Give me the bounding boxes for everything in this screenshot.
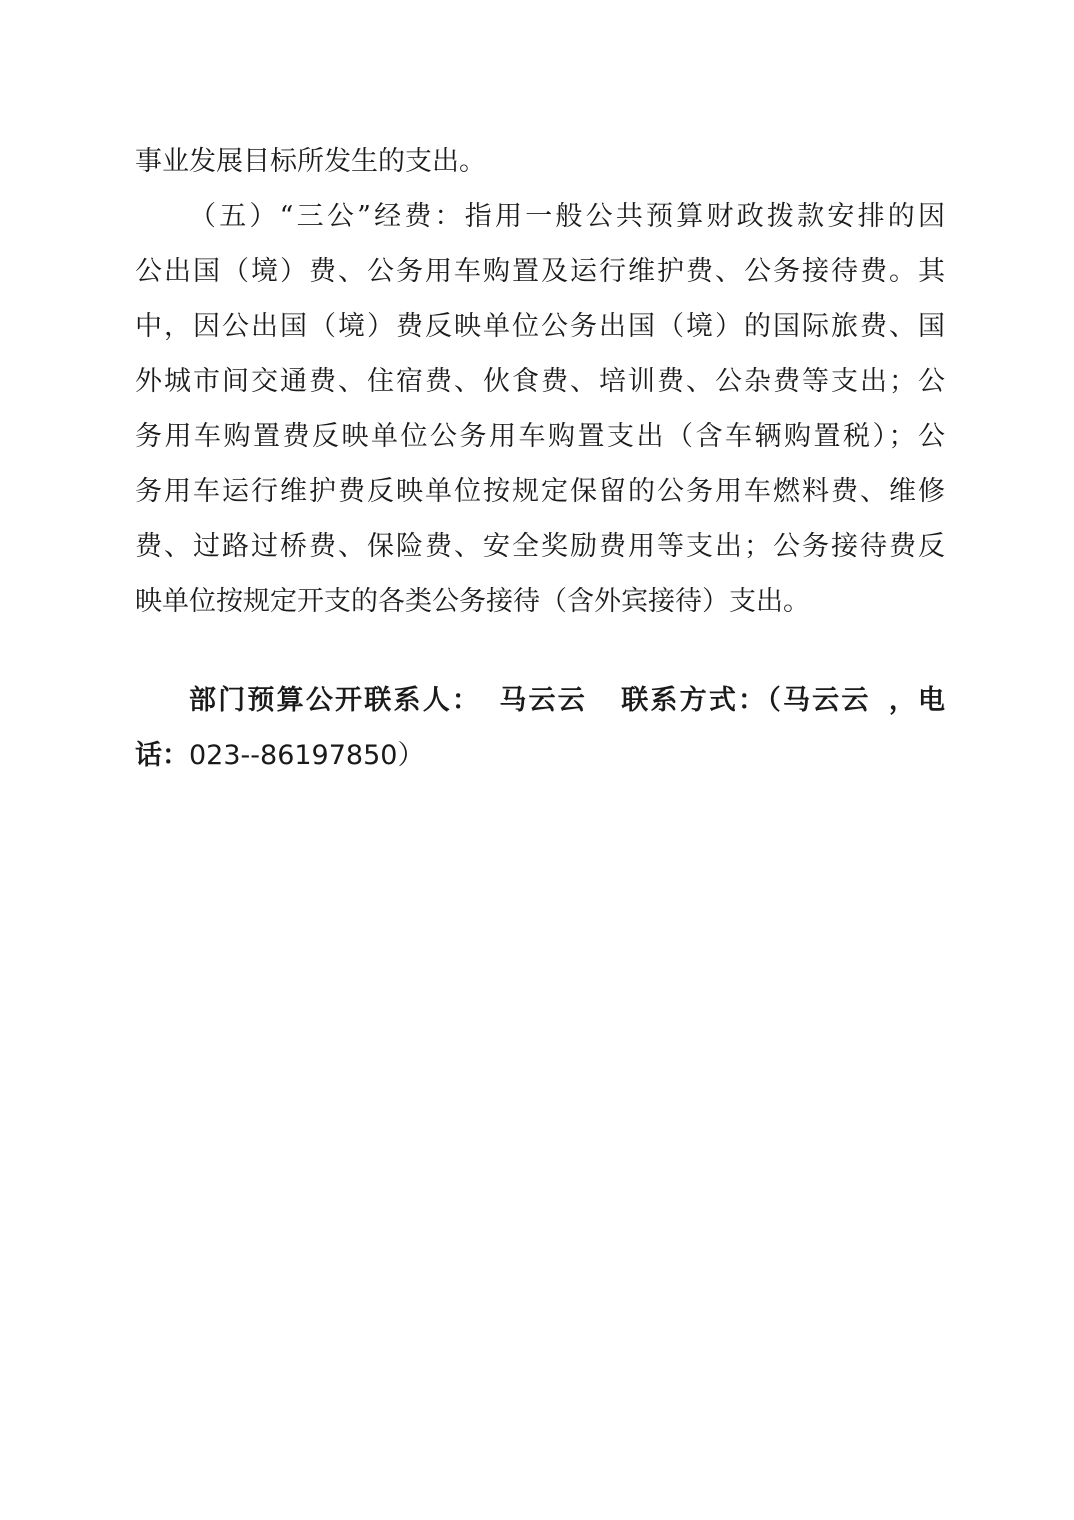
contact-person-name: 马云云 [497,685,587,716]
contact-person-label: 部门预算公开联系人： [189,685,482,716]
contact-line [189,674,945,728]
paragraph-line: 公出国（境）费、公务用车购置及运行维护费、公务接待费。其 [135,256,945,287]
phone-label: 话： [135,740,189,771]
paragraph-line: 外城市间交通费、住宿费、伙食费、培训费、公杂费等支出；公 [135,366,945,397]
paragraph-line: （五）“三公”经费：指用一般公共预算财政拨款安排的因 [189,201,945,232]
paragraph-tail-line: 事业发展目标所发生的支出。 [135,146,486,177]
contact-line-end: ，电 [886,685,946,716]
paragraph-line: 务用车运行维护费反映单位按规定保留的公务用车燃料费、维修 [135,476,945,507]
paragraph-line: 务用车购置费反映单位公务用车购置支出（含车辆购置税）；公 [135,421,945,452]
paragraph-line: 映单位按规定开支的各类公务接待（含外宾接待）支出。 [135,586,810,617]
paragraph-line: 中，因公出国（境）费反映单位公务出国（境）的国际旅费、国 [135,311,945,342]
contact-method-label: 联系方式：（马云云 [618,685,871,716]
phone-number: 023--86197850） [189,740,425,771]
contact-phone-line [135,729,945,783]
paragraph-line: 费、过路过桥费、保险费、安全奖励费用等支出；公务接待费反 [135,531,945,562]
